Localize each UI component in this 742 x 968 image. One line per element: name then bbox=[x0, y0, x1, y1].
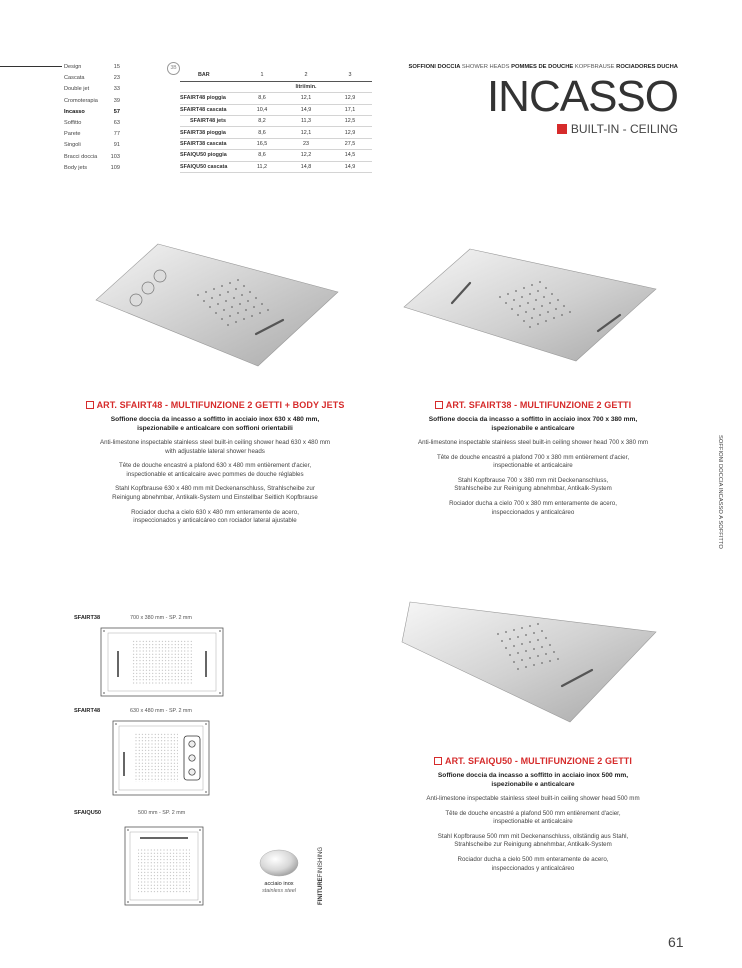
diagram-code: SFAIQU50 bbox=[74, 810, 102, 816]
product-title: ART. SFAIRT48 - MULTIFUNZIONE 2 GETTI + BODY JETS bbox=[80, 400, 350, 410]
product-desc-en: Anti-limestone inspectable stainless steel built-in ceiling shower head 630 x 480 mm with adjustable lateral shower heads bbox=[99, 439, 331, 455]
product-desc-fr: Tête de douche encastré a plafond 700 x 380 mm entièrement d'acier, inspectionable et anticalcaire bbox=[436, 453, 630, 470]
index-row-active[interactable] bbox=[64, 107, 120, 118]
index-label: Cascata bbox=[64, 75, 85, 82]
index-label: Parete bbox=[64, 131, 81, 138]
finishing-label: FINITUREFINISHING bbox=[318, 846, 324, 905]
diagram-dims: 700 x 380 mm - SP. 2 mm bbox=[130, 615, 192, 621]
table-cell: 14,5 bbox=[328, 150, 372, 161]
table-row bbox=[180, 150, 372, 161]
diagram-dims: 500 mm - SP. 2 mm bbox=[138, 810, 186, 816]
index-page: 91 bbox=[113, 142, 120, 149]
table-row bbox=[180, 138, 372, 149]
index-row[interactable] bbox=[64, 118, 120, 129]
table-row bbox=[180, 93, 372, 104]
page-title: INCASSO bbox=[486, 72, 678, 121]
cat-de: KOPFBRAUSE bbox=[574, 64, 615, 70]
diagram-sfairt48 bbox=[112, 720, 210, 796]
shower-plate bbox=[404, 249, 656, 361]
table-header-cell: 3 bbox=[328, 70, 372, 81]
table-cell: 12,2 bbox=[284, 150, 328, 161]
product-desc-fr: Tête de douche encastré a plafond 500 mm entièrement d'acier, inspectionable et anticalcaire bbox=[445, 809, 621, 826]
product-title: ART. SFAIRT38 - MULTIFUNZIONE 2 GETTI bbox=[398, 400, 668, 410]
product-desc-es: Rociador ducha a cielo 630 x 480 mm enteramente de acero, inspeccionados y anticalcáreo con rociador lateral ajustable bbox=[131, 508, 299, 525]
table-header-row bbox=[180, 70, 372, 81]
product-photo-sfairt48[interactable] bbox=[88, 240, 344, 370]
product-desc-en: Anti-limestone inspectable stainless steel built-in ceiling shower head 700 x 380 mm bbox=[417, 439, 649, 446]
index-page: 63 bbox=[113, 120, 120, 127]
index-page: 33 bbox=[113, 86, 120, 93]
product-desc-it: Soffione doccia da incasso a soffitto in acciaio inox 500 mm, ispezionabile e anticalcare bbox=[437, 772, 629, 788]
index-row[interactable] bbox=[64, 84, 120, 95]
category-header bbox=[409, 64, 678, 70]
page-number: 61 bbox=[668, 934, 684, 950]
diagram-sfaiqu50 bbox=[124, 826, 204, 906]
table-header-cell: 2 bbox=[284, 70, 328, 81]
index-label: Incasso bbox=[64, 108, 85, 115]
table-cell: 17,1 bbox=[328, 104, 372, 115]
table-row bbox=[180, 127, 372, 138]
side-section-label: SOFFIONI DOCCIA INCASSO A SOFFITTO bbox=[717, 435, 723, 549]
index-row[interactable] bbox=[64, 96, 120, 107]
index-row[interactable] bbox=[64, 152, 120, 163]
finish-name: acciaio inox bbox=[264, 881, 294, 887]
index-page: 77 bbox=[113, 131, 120, 138]
index-label: Design bbox=[64, 64, 82, 70]
product-desc-de: Stahl Kopfbrause 700 x 380 mm mit Deckenanschluss, Strahlscheibe zur Reinigung abnehmbar, Antikalk-System bbox=[454, 476, 612, 493]
section-index bbox=[64, 62, 120, 174]
table-cell: 10,4 bbox=[240, 104, 284, 115]
table-cell: 12,9 bbox=[328, 93, 372, 104]
red-square-icon bbox=[557, 124, 567, 134]
index-row[interactable] bbox=[64, 129, 120, 140]
checkbox-icon[interactable] bbox=[435, 401, 443, 409]
shower-plate bbox=[402, 602, 656, 722]
product-desc-es: Rociador ducha a cielo 700 x 380 mm enteramente de acero, inspeccionados y anticalcáreo bbox=[449, 499, 617, 516]
cat-fr: POMMES DE DOUCHE bbox=[511, 64, 574, 70]
index-row[interactable] bbox=[64, 163, 120, 174]
index-label: Bracci doccia bbox=[64, 153, 98, 160]
cat-es: ROCIADORES DUCHA bbox=[616, 64, 678, 70]
product-desc-es: Rociador ducha a cielo 500 mm enteramente de acero, inspeccionados y anticalcáreo bbox=[457, 855, 609, 872]
table-cell: SFAIQU50 cascata bbox=[180, 161, 240, 172]
table-cell: 12,9 bbox=[328, 127, 372, 138]
table-cell: 12,1 bbox=[284, 93, 328, 104]
index-label: Cromoterapia bbox=[64, 97, 98, 104]
table-cell: 14,8 bbox=[284, 161, 328, 172]
product-photo-sfairt38[interactable] bbox=[398, 245, 660, 365]
table-cell: 12,5 bbox=[328, 116, 372, 127]
product-title: ART. SFAIQU50 - MULTIFUNZIONE 2 GETTI bbox=[398, 756, 668, 766]
table-cell: 12,1 bbox=[284, 127, 328, 138]
index-row[interactable] bbox=[64, 140, 120, 151]
index-page: 39 bbox=[113, 97, 120, 104]
index-page: 103 bbox=[110, 153, 120, 160]
checkbox-icon[interactable] bbox=[434, 757, 442, 765]
product-block-sfairt48 bbox=[80, 400, 350, 526]
checkbox-icon[interactable] bbox=[86, 401, 94, 409]
finish-swatch-steel[interactable] bbox=[258, 848, 300, 878]
table-cell: SFAIRT48 pioggia bbox=[180, 93, 240, 104]
table-cell: 23 bbox=[284, 138, 328, 149]
table-cell: 16,5 bbox=[240, 138, 284, 149]
subtitle-text: BUILT-IN - CEILING bbox=[570, 122, 678, 136]
diagram-code: SFAIRT38 bbox=[74, 615, 101, 621]
table-row bbox=[180, 104, 372, 115]
product-block-sfairt38 bbox=[398, 400, 668, 517]
table-cell: 11,2 bbox=[240, 161, 284, 172]
cat-it: SOFFIONI DOCCIA bbox=[408, 64, 461, 70]
cat-en: SHOWER HEADS bbox=[461, 64, 510, 70]
diagram-code: SFAIRT48 bbox=[74, 708, 101, 714]
table-cell: 8,6 bbox=[240, 150, 284, 161]
table-cell: 8,2 bbox=[240, 116, 284, 127]
product-desc-fr: Tête de douche encastré a plafond 630 x 480 mm entièrement d'acier, inspectionable et anticalcaire avec pommes de douche réglables bbox=[118, 462, 312, 478]
table-cell: 14,9 bbox=[328, 161, 372, 172]
product-desc-it: Soffione doccia da incasso a soffitto in acciaio inox 630 x 480 mm, ispezionabile e anticalcare con soffioni orientabili bbox=[110, 416, 320, 432]
flow-rate-table bbox=[180, 70, 372, 173]
index-label: Body jets bbox=[64, 164, 88, 171]
table-header-cell: 1 bbox=[240, 70, 284, 81]
table-cell: SFAIRT38 pioggia bbox=[180, 127, 240, 138]
diagram-sfairt38 bbox=[100, 627, 224, 697]
index-label: Soffitto bbox=[64, 120, 82, 127]
product-desc-en: Anti-limestone inspectable stainless steel built-in ceiling shower head 500 mm bbox=[426, 795, 640, 802]
index-marker-line bbox=[0, 66, 62, 67]
table-header-cell: BAR bbox=[180, 70, 240, 81]
table-cell: 27,5 bbox=[328, 138, 372, 149]
index-row[interactable] bbox=[64, 73, 120, 84]
table-cell: SFAIRT48 jets bbox=[180, 116, 240, 127]
table-cell: SFAIQU50 pioggia bbox=[180, 150, 240, 161]
product-photo-sfaiqu50[interactable] bbox=[398, 598, 662, 726]
table-cell: 11,3 bbox=[284, 116, 328, 127]
table-cell: 8,6 bbox=[240, 93, 284, 104]
diagram-dims: 630 x 480 mm - SP. 2 mm bbox=[130, 708, 192, 714]
table-row bbox=[180, 116, 372, 127]
unit-cell: litri/min. bbox=[240, 81, 372, 92]
finish-name-en: stainless steel bbox=[262, 888, 296, 894]
table-cell: SFAIRT38 cascata bbox=[180, 138, 240, 149]
table-cell: SFAIRT48 cascata bbox=[180, 104, 240, 115]
index-label: Double jet bbox=[64, 86, 90, 93]
pressure-gauge-icon: 3B bbox=[167, 62, 180, 75]
table-unit-row bbox=[180, 81, 372, 92]
index-row[interactable] bbox=[64, 62, 120, 73]
page-subtitle bbox=[557, 122, 678, 136]
table-cell: 8,6 bbox=[240, 127, 284, 138]
index-label: Singoli bbox=[64, 142, 81, 149]
product-desc-it: Soffione doccia da incasso a soffitto in acciaio inox 700 x 380 mm, ispezionabile e anticalcare bbox=[428, 416, 638, 432]
table-cell: 14,9 bbox=[284, 104, 328, 115]
product-desc-de: Stahl Kopfbrause 500 mm mit Deckenanschluss, ollständig aus Stahl, Strahlscheibe zur Reinigung abnehmbar, Antikalk-System bbox=[437, 832, 629, 849]
product-block-sfaiqu50 bbox=[398, 756, 668, 873]
index-page: 109 bbox=[110, 164, 120, 171]
product-desc-de: Stahl Kopfbrause 630 x 480 mm mit Deckenanschluss, Strahlscheibe zur Reinigung abnehmbar, Antikalk-System und Einstellbar Seitlich Kopfbrause bbox=[112, 485, 318, 501]
index-page: 23 bbox=[113, 75, 120, 82]
table-row bbox=[180, 161, 372, 172]
index-page: 57 bbox=[113, 108, 120, 115]
index-page: 15 bbox=[113, 64, 120, 70]
